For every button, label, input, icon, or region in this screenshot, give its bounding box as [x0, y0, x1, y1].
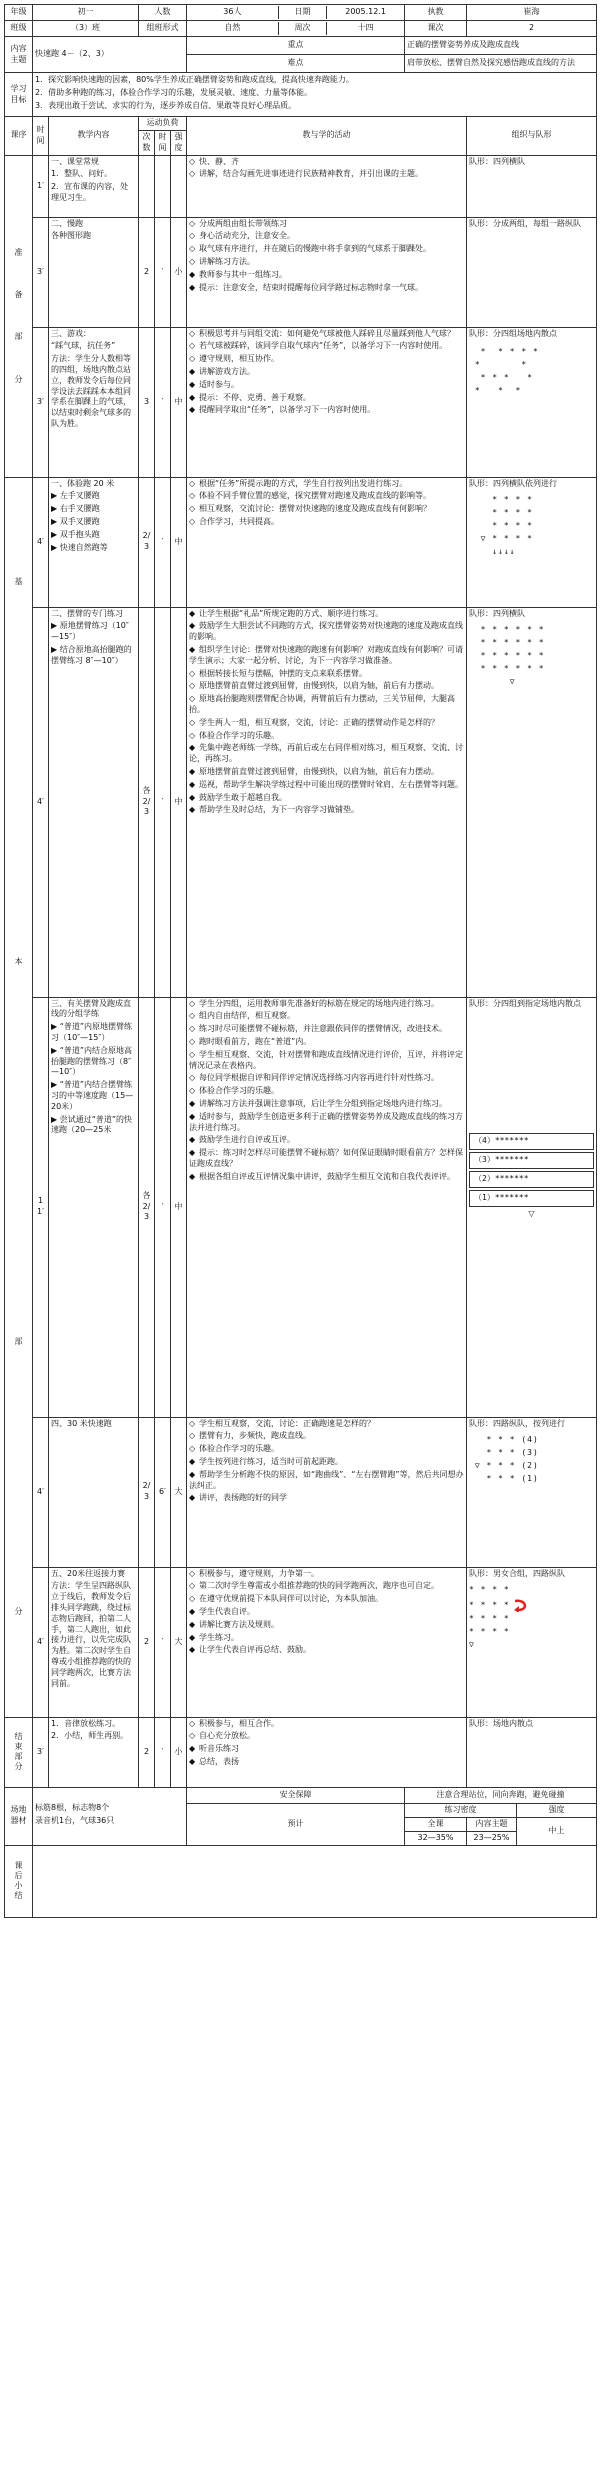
- head-org: 组织与队形: [467, 117, 597, 156]
- content-label: 内容主题: [5, 37, 33, 73]
- goals-label: 学习目标: [5, 73, 33, 117]
- goal-item: 3．表现出敢于尝试、求实的行为，逐步养成自信、果敢等良好心理品质。: [35, 100, 297, 110]
- basic-row-5: 4′ 五、20米往返接力赛 方法：学生呈四路纵队立于线后，教师发令后排头同学跑跳，绕过标志物后跑回，拍第二人手，第二人跑出，如此接力进行，以先完成队为胜。第二次时学生自尊或小组推荐跑的快的同学跑两次，比赛方法同前。 2 ′ 大 ◇ 积极参与，遵守规则，力争第一。 ◇ 第二次时学生尊需或小组推荐跑的快的同学跑两次，跑序也可自定。 ◇ 在遵守优规前提下本队同伴可以讨论，为本队加油。 ◆ 学生代表自评。 ◆ 讲解比赛方法及规则。 ◆ 学生练习。 ◆ 让学生代表自评再总结、鼓励。 队形：男女合组，四路纵队 * * * * * * * * * * * * * * * * ▽: [5, 1567, 597, 1717]
- diff-label: 难点: [287, 58, 304, 68]
- class-value: （3）班: [33, 21, 139, 37]
- overall-value: 32—35%: [405, 1831, 467, 1845]
- equip-label: 场地器材: [5, 1787, 33, 1845]
- goal-item: 1．探究影响快速跑的因素，80%学生养成正确摆臂姿势和跑成直线，提高快速奔跑能力。: [35, 75, 354, 85]
- head-times: 次数: [139, 131, 155, 156]
- count-label: 人数: [139, 5, 187, 21]
- head-dur: 时间: [155, 131, 171, 156]
- return-arrow-icon: [512, 1598, 530, 1612]
- content-topic: 快速跑 4－（2、3）: [33, 37, 187, 73]
- end-part-label: 结 束 部 分: [5, 1717, 33, 1787]
- head-content: 教学内容: [49, 117, 139, 156]
- formation-line: ▽ * * * *: [469, 533, 533, 543]
- prep-part-label: 准 备 部 分: [5, 155, 33, 477]
- intensity-label: 强度: [517, 1803, 597, 1817]
- period-label: 课次: [405, 21, 467, 37]
- prep-row-1: [5, 155, 597, 217]
- date-value: 2005.12.1: [345, 7, 386, 17]
- key-label: 重点: [287, 40, 304, 50]
- partial-label: 内容主题: [467, 1817, 517, 1831]
- formation-line: ↓↓↓↓: [469, 546, 516, 556]
- basic-part-label: 基 本 部 分: [5, 477, 33, 1717]
- lesson-plan-sheet: [4, 4, 596, 1918]
- formation-line: ▽: [469, 676, 516, 686]
- reflection-row: [5, 1845, 597, 1917]
- grade-value: 初一: [33, 5, 139, 21]
- formation-line: * * * *: [469, 508, 533, 518]
- header-row-1: [5, 5, 597, 21]
- form-value: 自然: [187, 22, 278, 35]
- teacher-label: 执教: [405, 5, 467, 21]
- block-time: 1′: [33, 155, 49, 217]
- key-value: 正确的摆臂姿势养成及跑成直线: [405, 37, 597, 55]
- formation-line: * * * *: [469, 1600, 510, 1610]
- formation-line: * * * *: [469, 1614, 510, 1624]
- reflection-area[interactable]: [33, 1845, 597, 1917]
- safety-value: 注意合理站位，同向奔跑，避免碰撞: [405, 1787, 597, 1803]
- formation-line: * * * *: [469, 1626, 510, 1636]
- grade-label: 年级: [5, 5, 33, 21]
- block-org: 队形：四列横队: [467, 155, 597, 217]
- goal-item: 2．借助多种跑的练习，体验合作学习的乐趣，发展灵敏、速度、力量等体能。: [35, 88, 313, 98]
- lane-4: （4）*******: [469, 1133, 594, 1150]
- lane-2: （2）*******: [469, 1171, 594, 1188]
- block-method: ◇ 快、静、齐 ◇ 讲解，结合勾画先进事迹进行民族精神教育，并引出课的主题。: [187, 155, 467, 217]
- head-time: 时间: [33, 117, 49, 156]
- formation-line: * * * (3): [469, 1448, 539, 1458]
- partial-value: 23—25%: [467, 1831, 517, 1845]
- formation-line: ▽ * * * (2): [469, 1460, 539, 1470]
- formation-line: * *: [469, 360, 528, 370]
- end-row: 结 束 部 分 3′ 1．音律放松练习。 2．小结，师生再别。 2 ′ 小 ◇ 积极参与，相互合作。 ◇ 自心充分放松。 ◆ 听音乐练习 ◆ 总结，表扬 队形：场地内散点: [5, 1717, 597, 1787]
- formation-line: * * * (1): [469, 1473, 539, 1483]
- formation-line: * * * * * *: [469, 638, 545, 648]
- header-row-2: [5, 21, 597, 37]
- formation-line: * * * * * *: [469, 625, 545, 635]
- formation-line: * * * *: [469, 1585, 510, 1595]
- lane-3: （3）*******: [469, 1152, 594, 1169]
- week-label: 周次: [278, 22, 326, 35]
- week-value: 十四: [357, 23, 374, 33]
- basic-row-1: 基 本 部 分 4′ 一、体验跑 20 米 ▶ 左手叉腰跑 ▶ 右手叉腰跑 ▶ 双手叉腰跑 ▶ 双手抱头跑 ▶ 快速自然跑等 2/3 ′ 中 ◇ 根据“任务”所提示跑的方式，学生自行按列出发进行练习。 ◇ 体验不同手臂位置的感觉，探究摆臂对跑速及跑成直线的影响等。 ◇ 相互观察，交流讨论：摆臂对快速跑的速度及跑成直线有何影响？ ◇ 合作学习，共同提高。 队形：四列横队依列进行 * * * * * * * * * * * * ▽ * * * * ↓↓↓↓: [5, 477, 597, 607]
- formation-line: * * * *: [469, 495, 533, 505]
- date-label: 日期: [278, 6, 326, 19]
- reflection-label: 课 后 小 结: [5, 1845, 33, 1917]
- formation-line: * * * * * *: [469, 650, 545, 660]
- class-label: 班级: [5, 21, 33, 37]
- head-method: 教与学的活动: [187, 117, 467, 156]
- formation-line: ▽: [469, 1639, 475, 1649]
- density-label: 练习密度: [405, 1803, 517, 1817]
- goals-row: [5, 73, 597, 117]
- basic-row-2: 4′ 二、摆臂的专门练习 ▶ 原地摆臂练习（10″—15″） ▶ 结合原地高抬腿跑的摆臂练习 8″—10″） 各2/3 ′ 中 ◆ 让学生根据“礼品”所规定跑的方式、顺序进行练习。 ◆ 鼓励学生大胆尝试不同跑的方式，探究摆臂姿势对快速跑的速度及跑成直线的影响。 ◆ 组织学生讨论：摆臂对快速跑的跑速有何影响？对跑成直线有何影响？可请学生演示；大家一起分析、讨论，为下一内容学习做准备。 ◇ 根据转接长短与摆幅，钟摆的支点来联系摆臂。 ◇ 原地摆臂前直臂过渡到屈臂，由慢到快，以肩为轴，前后有力摆动。 ◇ 原地高抬腿跑则摆臂配合协调，两臂前后有力摆动，三关节屈伸，大腿高抬。 ◇ 学生两人一组，相互观察，交流，讨论：正确的摆臂动作是怎样的？ ◇ 体验合作学习的乐趣。 ◆ 先集中跑老师练一学练，再前后或左右同伴相对练习，相互观察、交流、讨论，再练习。 ◆ 原地摆臂前直臂过渡到屈臂，由慢到快，以肩为轴，前后有力摆动。 ◆ 巡视，帮助学生解决学练过程中可能出现的摆臂时耸肩、左右摆臂等问题。 ◆ 鼓励学生敢于超越自我。 ◆ 帮助学生及时总结，为下一内容学习做铺垫。 队形：四列横队 * * * * * * * * * * * * * * * * * * * * * * * * ▽: [5, 607, 597, 997]
- head-load: 运动负荷: [139, 117, 187, 131]
- forecast-label: 预计: [187, 1803, 405, 1845]
- equip-list: 标筋8根，标志物8个 录音机1台，气球36只: [33, 1787, 187, 1845]
- teacher-marker-icon: ▽: [528, 1208, 535, 1218]
- prep-row-3: 3′ 三、游戏： “踩气球，抗任务” 方法：学生分人数相等的四组，场地内散点站立，教师发令后每位同学设法去踩踩本本组同学系在脚踝上的气球，以结束时剩余气球多的队为胜。 3 ′ 中 ◇ 积极思考并与同组交流：如何避免气球被他人踩碎且尽量踩到他人气球？ ◇ 若气球被踩碎，该同学自取气球内“任务”，以备学习下一内容时使用。 ◇ 遵守规则，相互协作。 ◆ 讲解游戏方法。 ◆ 适时参与。 ◆ 提示：不停、克勇、善于观察。 ◆ 提醒同学取出“任务”，以备学习下一内容时使用。 队形：分四组场地内散点 * * * * * * * * * * * * * *: [5, 327, 597, 477]
- count-value: 36人: [187, 6, 278, 19]
- formation-line: * * * *: [469, 520, 533, 530]
- diff-value: 肩带放松、摆臂自然及探究感悟跑成直线的方法: [405, 55, 597, 73]
- overall-label: 全课: [405, 1817, 467, 1831]
- lane-1: （1）*******: [469, 1190, 594, 1207]
- teacher-value: 崔海: [467, 5, 597, 21]
- form-label: 组班形式: [139, 21, 187, 37]
- period-value: 2: [467, 21, 597, 37]
- prep-row-2: 3′ 二、慢跑 各种图形跑 2 ′ 小 ◇ 分成两组由组长带领练习 ◇ 身心活动充分，注意安全。 ◇ 取气球有序进行，并在随后的慢跑中将手拿到的气球系于脚踝处。 ◇ 讲解练习方法。 ◆ 教师参与其中一组练习。 ◆ 提示：注意安全，结束时提醒每位同学路过标志物时拿一气球。 队形：分成两组，每组一路纵队: [5, 217, 597, 327]
- formation-line: * * * * *: [469, 347, 539, 357]
- formation-line: * * * *: [469, 372, 533, 382]
- content-row-key: [5, 37, 597, 55]
- safety-label: 安全保障: [187, 1787, 405, 1803]
- intensity-value: 中上: [517, 1817, 597, 1845]
- formation-line: * * *: [469, 385, 522, 395]
- table-head-row-1: [5, 117, 597, 131]
- goals-list: [33, 73, 597, 117]
- basic-row-4: 4′ 四、30 米快速跑 2/3 6′ 大 ◇ 学生相互观察，交流，讨论：正确跑速是怎样的？ ◇ 摆臂有力，步频快，跑成直线。 ◇ 体验合作学习的乐趣。 ◆ 学生按列进行练习，适当时可前起距跑。 ◆ 帮助学生分析跑不快的原因，如“跑曲线”、“左右摆臂跑”等，然后共同想办法纠正。 ◆ 讲评，表扬跑的好的同学 队形：四路纵队，按列进行 * * * (4) * * * (3) ▽ * * * (2) * * * (1): [5, 1417, 597, 1567]
- basic-row-3: 11′ 三、有关摆臂及跑成直线的分组学练 ▶ “普道”内原地摆臂练习（10″—15″） ▶ “普道”内结合原地高抬腿跑的摆臂练习（8″—10″） ▶ “普道”内结合摆臂练习的中等速度跑（15—20米） ▶ 尝试通过“普道”的快速跑（20—25米 各2/3 ′ 中 ◇ 学生分四组，运用教师事先准备好的标筋在规定的场地内进行练习。 ◇ 组内自由结伴，相互观察。 ◇ 练习时尽可能摆臂不碰标筋，并注意跟依同伴的摆臂情况，改进技术。 ◇ 跑时眼看前方，跑在“普道”内。 ◇ 学生相互观察、交流，针对摆臂和跑成直线情况进行评价，互评，并将评定情况记录在表格内。 ◇ 每位同学根据自评和同伴评定情况选择练习内容再进行针对性练习。 ◇ 体验合作学习的乐趣。 ◆ 讲解练习方法并强调注意事项，后让学生分组到指定场地内进行练习。 ◆ 适时参与，鼓励学生创造更多利于正确的摆臂姿势养成及跑成直线的练习方法并进行练习。 ◆ 鼓励学生进行自评或互评。 ◆ 提示：练习时怎样尽可能摆臂不碰标筋？如何保证眼睛时眼看前方？怎样保证跑成直线？ ◆ 根据各组自评或互评情况集中讲评，鼓励学生相互交流和自我代表评评。 队形：分四组到指定场地内散点 （4）******* （3）******* （2）******* （1）******* ▽: [5, 997, 597, 1417]
- head-intensity: 强度: [171, 131, 187, 156]
- formation-line: * * * (4): [469, 1435, 539, 1445]
- head-part: 课序: [5, 117, 33, 156]
- footer-row-1: [5, 1787, 597, 1803]
- lesson-plan-table: [4, 4, 597, 1918]
- formation-line: * * * * * *: [469, 663, 545, 673]
- block-content: 一、课堂常规 1．整队、问好。 2．宣布课的内容，处理见习生。: [49, 155, 139, 217]
